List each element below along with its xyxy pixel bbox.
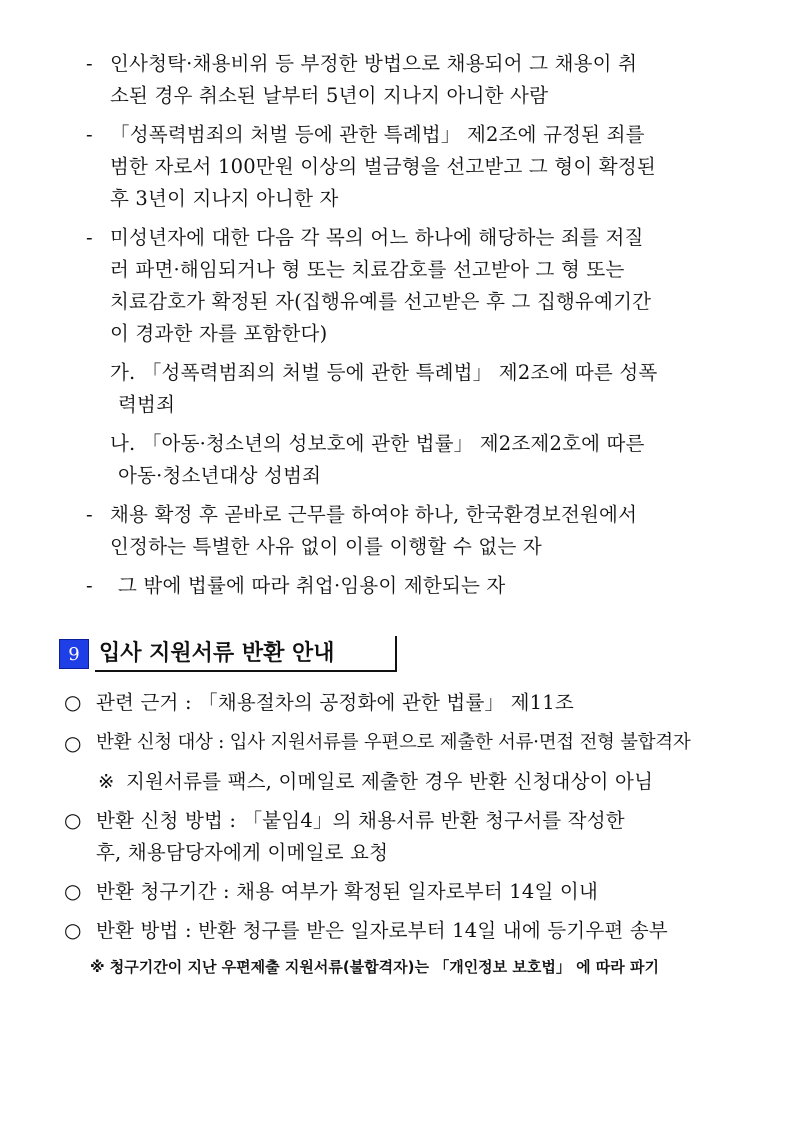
- circle-bullet: ○: [64, 690, 82, 714]
- bullet-method-line1: 반환 신청 방법 : 「붙임4」의 채용서류 반환 청구서를 작성한: [96, 809, 625, 832]
- item2-line3: 후 3년이 지나지 아니한 자: [110, 187, 339, 210]
- bullet-return-method: 반환 방법 : 반환 청구를 받은 일자로부터 14일 내에 등기우편 송부: [96, 919, 668, 942]
- dash-marker: -: [86, 52, 93, 75]
- section-title: 입사 지원서류 반환 안내: [99, 641, 335, 666]
- item3-line2: 러 파면·해임되거나 형 또는 치료감호를 선고받아 그 형 또는: [110, 258, 625, 281]
- item1-line1: 인사청탁·채용비위 등 부정한 방법으로 채용되어 그 채용이 취: [110, 52, 638, 75]
- bullet-method-line2: 후, 채용담당자에게 이메일로 요청: [96, 841, 389, 864]
- dash-marker: -: [86, 574, 93, 597]
- item3-sub-b-line1: 나. 「아동·청소년의 성보호에 관한 법률」 제2조제2호에 따른: [110, 432, 645, 455]
- dash-marker: -: [86, 123, 93, 146]
- item4-line2: 인정하는 특별한 사유 없이 이를 이행할 수 없는 자: [110, 535, 542, 558]
- dash-marker: -: [86, 226, 93, 249]
- circle-bullet: ○: [64, 731, 82, 755]
- circle-bullet: ○: [64, 918, 82, 942]
- section-number-badge: 9: [59, 639, 89, 669]
- section-right-rule: [395, 636, 397, 672]
- item3-sub-a-line2: 력범죄: [118, 393, 176, 416]
- section-underline: [95, 670, 397, 672]
- dash-marker: -: [86, 503, 93, 526]
- item5-line1: 그 밖에 법률에 따라 취업·임용이 제한되는 자: [118, 574, 506, 597]
- item3-sub-a-line1: 가. 「성폭력범죄의 처벌 등에 관한 특례법」 제2조에 따른 성폭: [110, 361, 658, 384]
- circle-bullet: ○: [64, 879, 82, 903]
- item1-line2: 소된 경우 취소된 날부터 5년이 지나지 아니한 사람: [110, 84, 549, 107]
- section-header: [57, 636, 402, 672]
- item2-line2: 범한 자로서 100만원 이상의 벌금형을 선고받고 그 형이 확정된: [110, 155, 656, 178]
- bullet-target: 반환 신청 대상 : 입사 지원서류를 우편으로 제출한 서류·면접 전형 불합격자: [96, 732, 691, 753]
- bullet-basis: 관련 근거 : 「채용절차의 공정화에 관한 법률」 제11조: [96, 691, 574, 714]
- circle-bullet: ○: [64, 808, 82, 832]
- item3-line4: 이 경과한 자를 포함한다): [110, 322, 328, 345]
- bullet-period: 반환 청구기간 : 채용 여부가 확정된 일자로부터 14일 이내: [96, 880, 598, 903]
- disposal-note: ※ 청구기간이 지난 우편제출 지원서류(불합격자)는 「개인정보 보호법」 에 따라 파기: [90, 958, 659, 976]
- note-mark: ※: [98, 770, 115, 793]
- item3-line1: 미성년자에 대한 다음 각 목의 어느 하나에 해당하는 죄를 저질: [110, 226, 644, 249]
- item4-line1: 채용 확정 후 곧바로 근무를 하여야 하나, 한국환경보전원에서: [110, 503, 638, 526]
- bullet-target-note: 지원서류를 팩스, 이메일로 제출한 경우 반환 신청대상이 아님: [126, 770, 654, 793]
- item2-line1: 「성폭력범죄의 처벌 등에 관한 특례법」 제2조에 규정된 죄를: [110, 123, 645, 146]
- item3-sub-b-line2: 아동·청소년대상 성범죄: [118, 464, 322, 487]
- item3-line3: 치료감호가 확정된 자(집행유예를 선고받은 후 그 집행유예기간: [110, 290, 652, 313]
